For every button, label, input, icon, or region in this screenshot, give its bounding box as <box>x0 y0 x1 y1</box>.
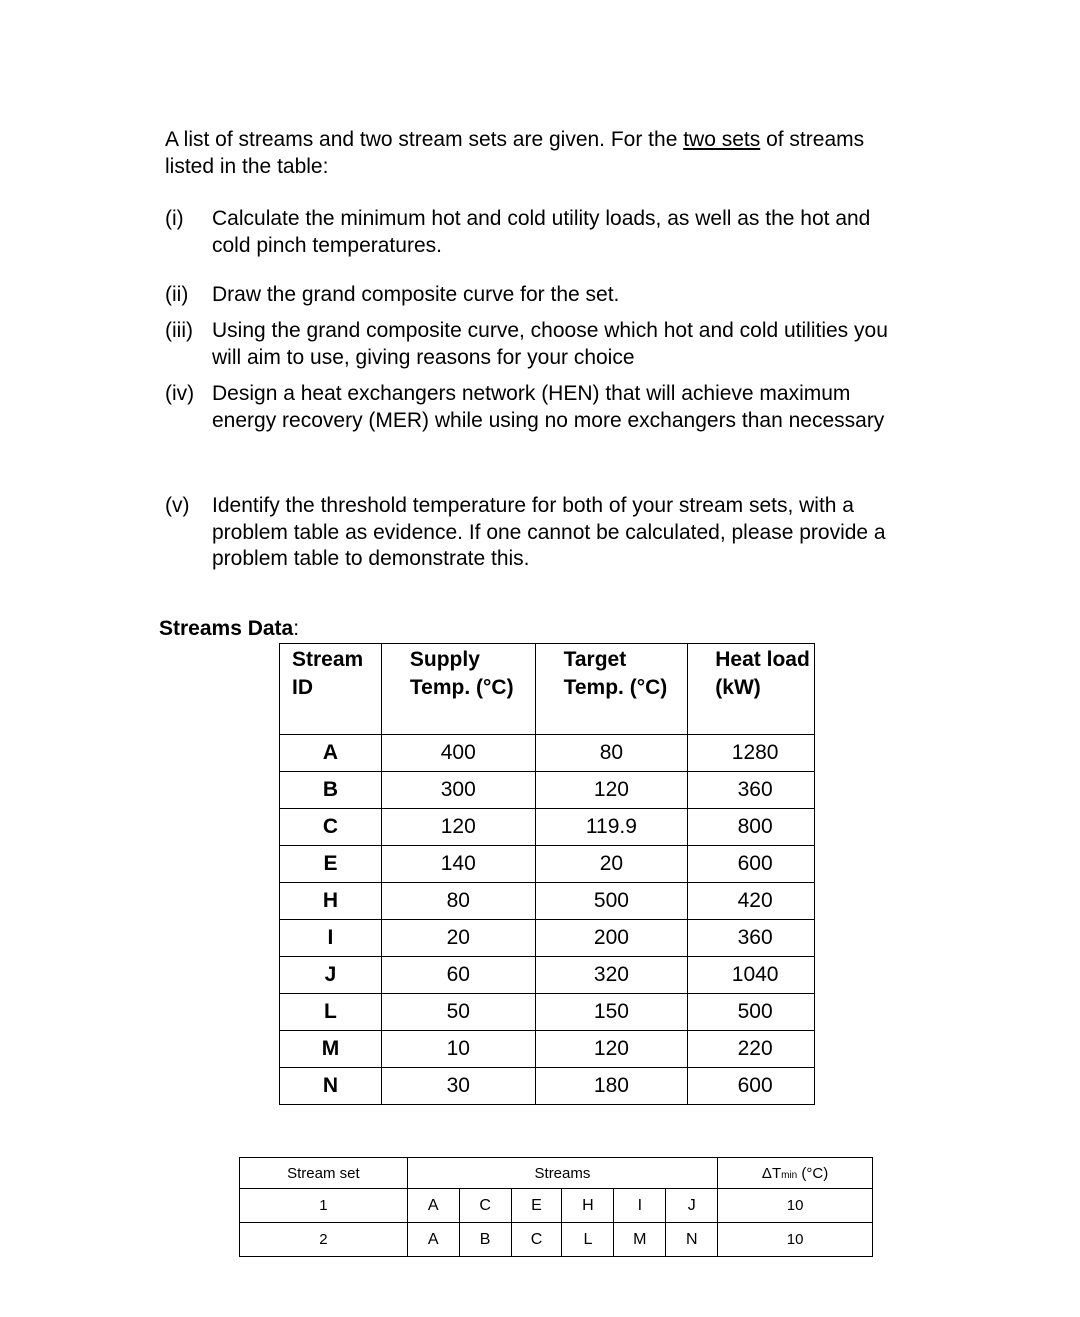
header-dtmin <box>718 1158 873 1189</box>
stream-cell: I <box>614 1189 666 1223</box>
supply-temp-cell: 80 <box>381 883 535 920</box>
table-row <box>280 772 815 809</box>
stream-id-cell: B <box>280 772 382 809</box>
dtmin-suffix: (°C) <box>797 1164 829 1182</box>
stream-cell: L <box>562 1223 614 1257</box>
target-temp-cell: 200 <box>535 920 688 957</box>
streams-heading-colon: : <box>293 617 300 640</box>
stream-sets-table <box>239 1157 873 1257</box>
stream-id-cell: M <box>280 1031 382 1068</box>
supply-temp-cell: 50 <box>381 994 535 1031</box>
stream-cell: C <box>459 1189 511 1223</box>
stream-id-cell: E <box>280 846 382 883</box>
heat-load-cell: 500 <box>688 994 815 1031</box>
stream-cell: J <box>666 1189 718 1223</box>
table-row <box>280 1068 815 1105</box>
stream-cell: M <box>614 1223 666 1257</box>
supply-temp-cell: 10 <box>381 1031 535 1068</box>
target-temp-cell: 320 <box>535 957 688 994</box>
stream-id-cell: A <box>280 735 382 772</box>
stream-cell: A <box>407 1223 459 1257</box>
table-row <box>280 809 815 846</box>
stream-set-cell: 1 <box>240 1189 408 1223</box>
question-number: (iv) <box>165 382 195 405</box>
heat-load-cell: 360 <box>688 920 815 957</box>
heat-load-cell: 360 <box>688 772 815 809</box>
stream-id-cell: L <box>280 994 382 1031</box>
target-temp-cell: 500 <box>535 883 688 920</box>
stream-cell: E <box>511 1189 562 1223</box>
dtmin-cell: 10 <box>718 1223 873 1257</box>
heat-load-cell: 1280 <box>688 735 815 772</box>
heat-load-cell: 600 <box>688 846 815 883</box>
streams-heading-text: Streams Data <box>159 617 294 640</box>
stream-cell: H <box>562 1189 614 1223</box>
stream-set-cell: 2 <box>240 1223 408 1257</box>
question-text: Draw the grand composite curve for the set. <box>212 283 620 306</box>
heat-load-cell: 220 <box>688 1031 815 1068</box>
question-text: Using the grand composite curve, choose which hot and cold utilities you will aim to use, giving reasons for your choice <box>212 319 888 369</box>
dtmin-subscript: min <box>781 1169 798 1181</box>
target-temp-cell: 150 <box>535 994 688 1031</box>
target-temp-cell: 20 <box>535 846 688 883</box>
intro-underlined-text: two sets <box>683 128 761 151</box>
question-text: Identify the threshold temperature for both of your stream sets, with a problem table as evidence. If one cannot be calculated, please provide a problem table to demonstrate this. <box>212 494 886 570</box>
stream-id-cell: H <box>280 883 382 920</box>
intro-paragraph <box>165 126 905 180</box>
supply-temp-cell: 400 <box>381 735 535 772</box>
table-row <box>280 846 815 883</box>
heat-load-cell: 600 <box>688 1068 815 1105</box>
target-temp-cell: 119.9 <box>535 809 688 846</box>
stream-cell: N <box>666 1223 718 1257</box>
header-heat-load: Heat load (kW) <box>688 644 815 735</box>
stream-id-cell: J <box>280 957 382 994</box>
intro-text-after: of streams listed in the table: <box>165 128 865 178</box>
header-streams: Streams <box>407 1158 717 1189</box>
question-text: Calculate the minimum hot and cold utility loads, as well as the hot and cold pinch temperatures. <box>212 207 871 257</box>
table-row <box>280 1031 815 1068</box>
stream-cell: B <box>459 1223 511 1257</box>
stream-id-cell: I <box>280 920 382 957</box>
heat-load-cell: 420 <box>688 883 815 920</box>
streams-data-table <box>279 643 815 1105</box>
heat-load-cell: 800 <box>688 809 815 846</box>
table-row <box>280 883 815 920</box>
sets-table-header-row <box>240 1158 873 1189</box>
question-number: (i) <box>165 207 184 230</box>
supply-temp-cell: 30 <box>381 1068 535 1105</box>
header-supply-temp: Supply Temp. (°C) <box>381 644 535 735</box>
header-stream-set: Stream set <box>240 1158 408 1189</box>
supply-temp-cell: 140 <box>381 846 535 883</box>
dtmin-cell: 10 <box>718 1189 873 1223</box>
stream-id-cell: N <box>280 1068 382 1105</box>
supply-temp-cell: 120 <box>381 809 535 846</box>
target-temp-cell: 120 <box>535 772 688 809</box>
header-stream-id: Stream ID <box>280 644 382 735</box>
stream-id-cell: C <box>280 809 382 846</box>
table-row <box>280 994 815 1031</box>
target-temp-cell: 120 <box>535 1031 688 1068</box>
table-row <box>240 1189 873 1223</box>
target-temp-cell: 180 <box>535 1068 688 1105</box>
supply-temp-cell: 60 <box>381 957 535 994</box>
table-row <box>280 920 815 957</box>
question-number: (v) <box>165 494 190 517</box>
stream-cell: A <box>407 1189 459 1223</box>
question-number: (iii) <box>165 319 193 342</box>
target-temp-cell: 80 <box>535 735 688 772</box>
streams-table-header-row <box>280 644 815 735</box>
table-row <box>240 1223 873 1257</box>
header-target-temp: Target Temp. (°C) <box>535 644 688 735</box>
streams-data-heading <box>159 617 299 641</box>
supply-temp-cell: 20 <box>381 920 535 957</box>
table-row <box>280 957 815 994</box>
intro-text-before: A list of streams and two stream sets are given. For the <box>165 128 684 151</box>
heat-load-cell: 1040 <box>688 957 815 994</box>
question-text: Design a heat exchangers network (HEN) that will achieve maximum energy recovery (MER) while using no more exchangers than necessary <box>212 382 885 432</box>
dtmin-prefix: ΔT <box>761 1164 782 1182</box>
table-row <box>280 735 815 772</box>
question-number: (ii) <box>165 283 189 306</box>
stream-cell: C <box>511 1223 562 1257</box>
supply-temp-cell: 300 <box>381 772 535 809</box>
